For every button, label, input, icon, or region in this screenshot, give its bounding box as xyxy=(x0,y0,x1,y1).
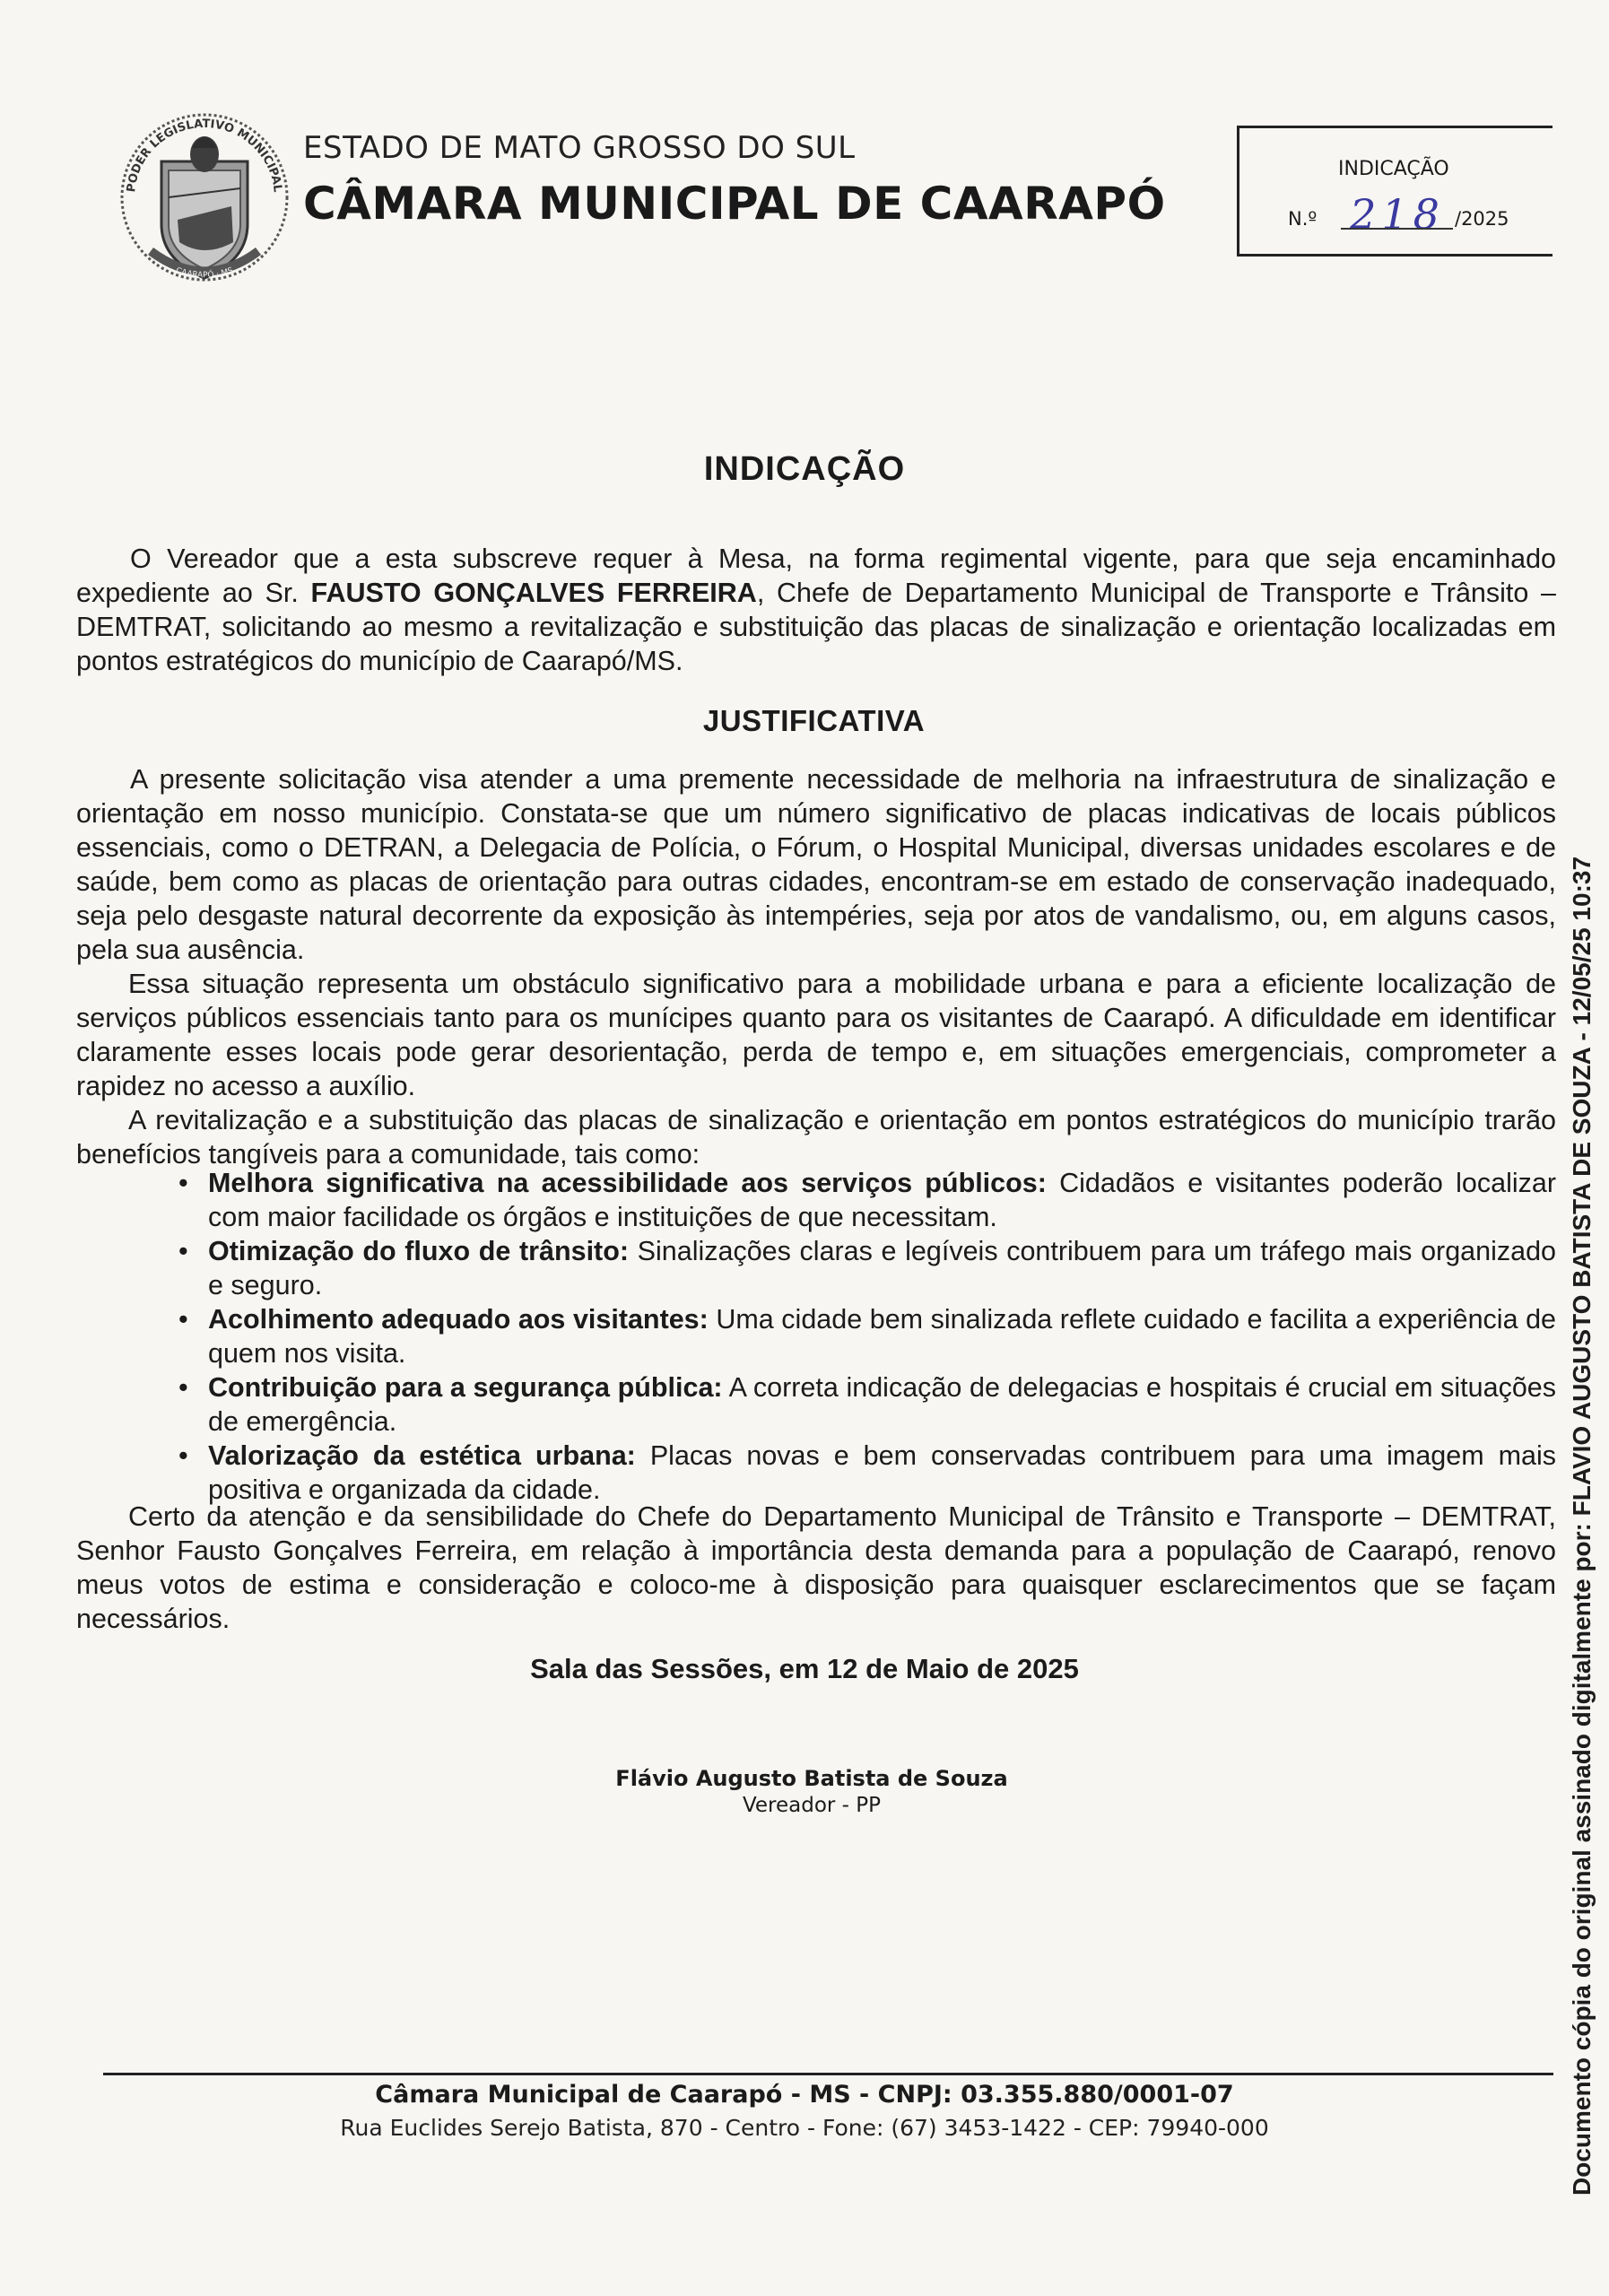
header-state: ESTADO DE MATO GROSSO DO SUL xyxy=(303,130,856,166)
indicacao-number-prefix: N.º xyxy=(1288,208,1318,230)
seal-text-bottom: CAARAPÓ · MS xyxy=(174,265,235,281)
bullet-icon: • xyxy=(178,1372,188,1403)
justificativa-title: JUSTIFICATIVA xyxy=(702,704,926,737)
document-title: INDICAÇÃO xyxy=(703,450,906,488)
intro-text-before: O Vereador que a esta subscreve requer à Mesa, na forma regimental vigente, para que seja encaminhado expediente ao Sr. xyxy=(76,544,1556,608)
list-item: • Valorização da estética urbana: Placas novas e bem conservadas contribuem para uma imagem mais positiva e organizada da cidade. xyxy=(178,1440,1556,1505)
indicacao-box-label: INDICAÇÃO xyxy=(1338,158,1449,180)
closing-paragraph: Certo da atenção e da sensibilidade do Chefe do Departamento Municipal de Trânsito e Transporte – DEMTRAT, Senhor Fausto Gonçalves Ferreira, em relação à importância desta demanda para a população de Caarapó, renovo meus votos de estima e consideração e coloco-me à disposição para quaisquer esclarecimentos que se façam necessários. xyxy=(76,1501,1556,1634)
justificativa-paragraph: A presente solicitação visa atender a uma premente necessidade de melhoria na infraestrutura de sinalização e orientação em nosso município. Constata-se que um número significativo de placas indicativas de locais públicos essenciais, como o DETRAN, a Delegacia de Polícia, o Fórum, o Hospital Municipal, diversas unidades escolares e de saúde, bem como as placas de orientação para outras cidades, encontram-se em estado de conservação inadequado, seja pelo desgaste natural decorrente da exposição às intempéries, seja por atos de vandalismo, ou, em alguns casos, pela sua ausência. xyxy=(76,764,1556,965)
list-item: • Contribuição para a segurança pública: A correta indicação de delegacias e hospitais é crucial em situações de emergência. xyxy=(178,1372,1557,1437)
intro-text-after: , Chefe de Departamento Municipal de Transporte e Trânsito – DEMTRAT, solicitando ao mesmo a revitalização e substituição das placas de sinalização e orientação localizadas em pontos estratégicos do município de Caarapó/MS. xyxy=(76,578,1556,676)
list-item: • Acolhimento adequado aos visitantes: Uma cidade bem sinalizada reflete cuidado e facilita a experiência de quem nos visita. xyxy=(178,1304,1557,1369)
justificativa-paragraph: Essa situação representa um obstáculo significativo para a mobilidade urbana e para a eficiente localização de serviços públicos essenciais tanto para os munícipes quanto para os visitantes de Caarapó. A dificuldade em identificar claramente esses locais pode gerar desorientação, perda de tempo e, em situações emergenciais, comprometer a rapidez no acesso a auxílio. xyxy=(76,969,1556,1101)
bullet-icon: • xyxy=(178,1168,188,1198)
bullet-icon: • xyxy=(178,1236,188,1266)
intro-paragraph xyxy=(76,542,1556,678)
indicacao-handwritten-number: 218 xyxy=(1350,190,1445,239)
list-item: • Otimização do fluxo de trânsito: Sinalizações claras e legíveis contribuem para um tráfego mais organizado e seguro. xyxy=(178,1236,1556,1300)
footer-divider xyxy=(103,2073,1553,2075)
seal-text-top: PODER LEGISLATIVO MUNICIPAL xyxy=(125,117,284,194)
digital-signature-stamp: Documento cópia do original assinado digitalmente por: FLAVIO AUGUSTO BATISTA DE SOUZA - 12/05/25 10:37 xyxy=(1568,856,1596,2196)
footer-address: Rua Euclides Serejo Batista, 870 - Centro - Fone: (67) 3453-1422 - CEP: 79940-000 xyxy=(340,2115,1269,2141)
bullet-icon: • xyxy=(178,1440,188,1471)
justificativa-paragraph: A revitalização e a substituição das placas de sinalização e orientação em pontos estratégicos do município trarão benefícios tangíveis para a comunidade, tais como: xyxy=(76,1105,1556,1170)
header-camara-title: CÂMARA MUNICIPAL DE CAARAPÓ xyxy=(303,178,1166,230)
benefits-list xyxy=(178,1166,1557,1507)
sala-das-sessoes-date: Sala das Sessões, em 12 de Maio de 2025 xyxy=(530,1653,1079,1684)
intro-recipient-name: FAUSTO GONÇALVES FERREIRA xyxy=(310,578,757,608)
footer-cnpj: Câmara Municipal de Caarapó - MS - CNPJ: 03.355.880/0001-07 xyxy=(375,2081,1234,2109)
list-item: • Melhora significativa na acessibilidade aos serviços públicos: Cidadãos e visitantes poderão localizar com maior facilidade os órgãos e instituições de que necessitam. xyxy=(178,1168,1556,1232)
indicacao-number-line xyxy=(1341,228,1453,230)
bullet-icon: • xyxy=(178,1304,188,1335)
signatory-name: Flávio Augusto Batista de Souza xyxy=(615,1766,1008,1791)
indicacao-year: /2025 xyxy=(1455,208,1509,230)
municipal-seal-icon xyxy=(115,99,294,296)
signatory-role: Vereador - PP xyxy=(742,1794,882,1817)
